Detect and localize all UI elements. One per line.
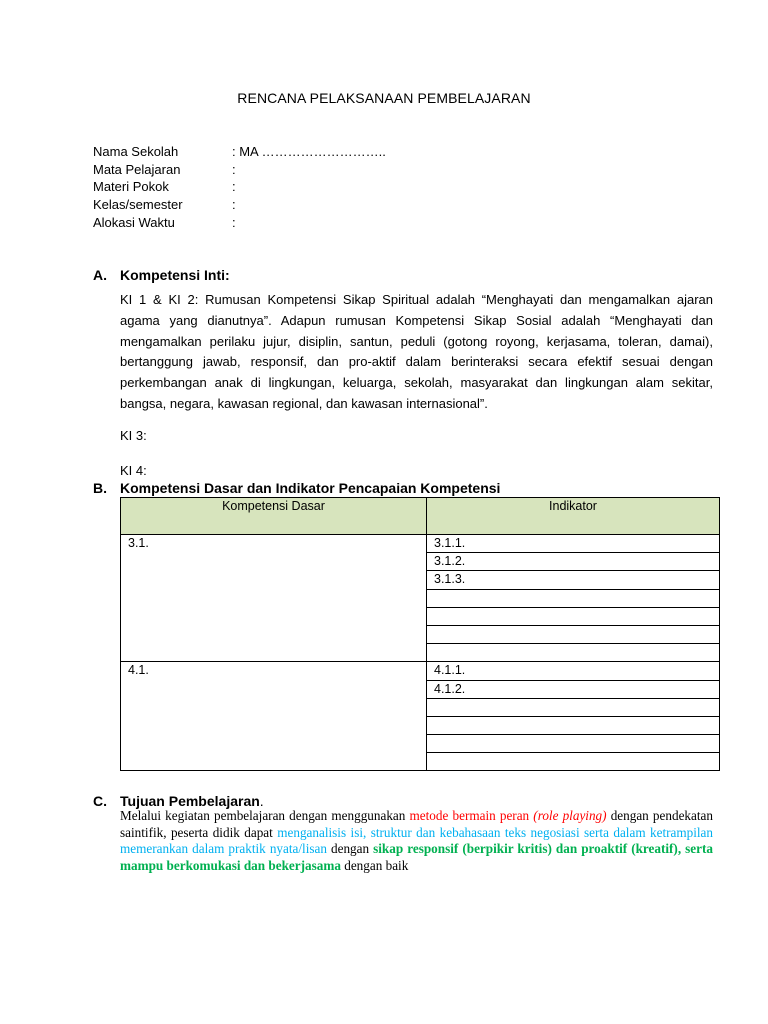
objective-text: dengan baik: [340, 857, 409, 873]
section-a-title: Kompetensi Inti:: [120, 267, 230, 283]
table-row: [121, 662, 720, 680]
section-c-letter: C.: [93, 793, 107, 809]
objective-method: metode bermain peran: [409, 808, 534, 823]
ki3-label: KI 3:: [120, 428, 147, 443]
identity-label: Materi Pokok: [93, 179, 169, 194]
table-row: [121, 535, 720, 553]
identity-value: :: [232, 215, 236, 230]
header-indikator: Indikator: [427, 498, 720, 535]
ki4-label: KI 4:: [120, 463, 147, 478]
objective-method-italic: (role playing): [533, 808, 607, 823]
competency-table: [120, 497, 720, 771]
indicator-cell: 3.1.1.: [427, 535, 720, 553]
indicator-cell: 4.1.1.: [427, 662, 720, 680]
objective-skill: menganalisis isi, struktur dan kebahasaan teks negosiasi serta dalam ketrampilan memerankan dalam praktik nyata/lisan: [120, 824, 713, 856]
table-header-row: [121, 498, 720, 535]
identity-value: :: [232, 179, 236, 194]
learning-objective-paragraph: [120, 808, 713, 874]
indicator-cell: [427, 716, 720, 734]
ki12-paragraph: KI 1 & KI 2: Rumusan Kompetensi Sikap Spiritual adalah “Menghayati dan mengamalkan ajaran agama yang dianutnya”. Adapun rumusan Kompetensi Sikap Sosial adalah “Menghayati dan mengamalkan perilaku jujur, disiplin, santun, peduli (gotong royong, kerjasama, toleran, damai), bertanggung jawab, responsif, dan pro-aktif dalam berinteraksi secara efektif sesuai dengan perkembangan anak di lingkungan, keluarga, sekolah, masyarakat dan lingkungan alam sekitar, bangsa, negara, kawasan regional, dan kawasan internasional”.: [120, 292, 713, 411]
section-c-title-dot: .: [259, 793, 264, 809]
indicator-cell: 3.1.2.: [427, 553, 720, 571]
indicator-cell: 3.1.3.: [427, 571, 720, 589]
identity-label: Mata Pelajaran: [93, 162, 181, 177]
kd-cell: 4.1.: [121, 662, 427, 771]
identity-value: :: [232, 162, 236, 177]
indicator-cell: [427, 644, 720, 662]
indicator-cell: [427, 589, 720, 607]
indicator-cell: [427, 607, 720, 625]
indicator-cell: [427, 735, 720, 753]
objective-text: dengan pendekatan saintifik, peserta didik dapat: [120, 808, 713, 840]
indicator-cell: 4.1.2.: [427, 680, 720, 698]
section-b-title: Kompetensi Dasar dan Indikator Pencapaian Kompetensi: [120, 480, 501, 496]
identity-value: : MA ………………………..: [232, 144, 386, 159]
indicator-cell: [427, 698, 720, 716]
objective-text: Melalui kegiatan pembelajaran dengan menggunakan: [120, 808, 410, 823]
header-kompetensi-dasar: Kompetensi Dasar: [121, 498, 427, 535]
objective-text: dengan: [326, 841, 374, 856]
section-a-letter: A.: [93, 267, 107, 283]
objective-attitude: sikap responsif (berpikir kritis) dan proaktif (kreatif), serta mampu berkomukasi dan bekerjasama: [120, 841, 713, 873]
page-title: RENCANA PELAKSANAAN PEMBELAJARAN: [237, 90, 531, 106]
indicator-cell: [427, 625, 720, 643]
section-b-letter: B.: [93, 480, 107, 496]
section-c-title: Tujuan Pembelajaran: [120, 793, 260, 809]
identity-label: Alokasi Waktu: [93, 215, 175, 230]
section-c-title-wrap: [120, 793, 264, 809]
identity-label: Nama Sekolah: [93, 144, 179, 159]
kd-cell: 3.1.: [121, 535, 427, 662]
identity-label: Kelas/semester: [93, 197, 183, 212]
indicator-cell: [427, 753, 720, 771]
identity-value: :: [232, 197, 236, 212]
